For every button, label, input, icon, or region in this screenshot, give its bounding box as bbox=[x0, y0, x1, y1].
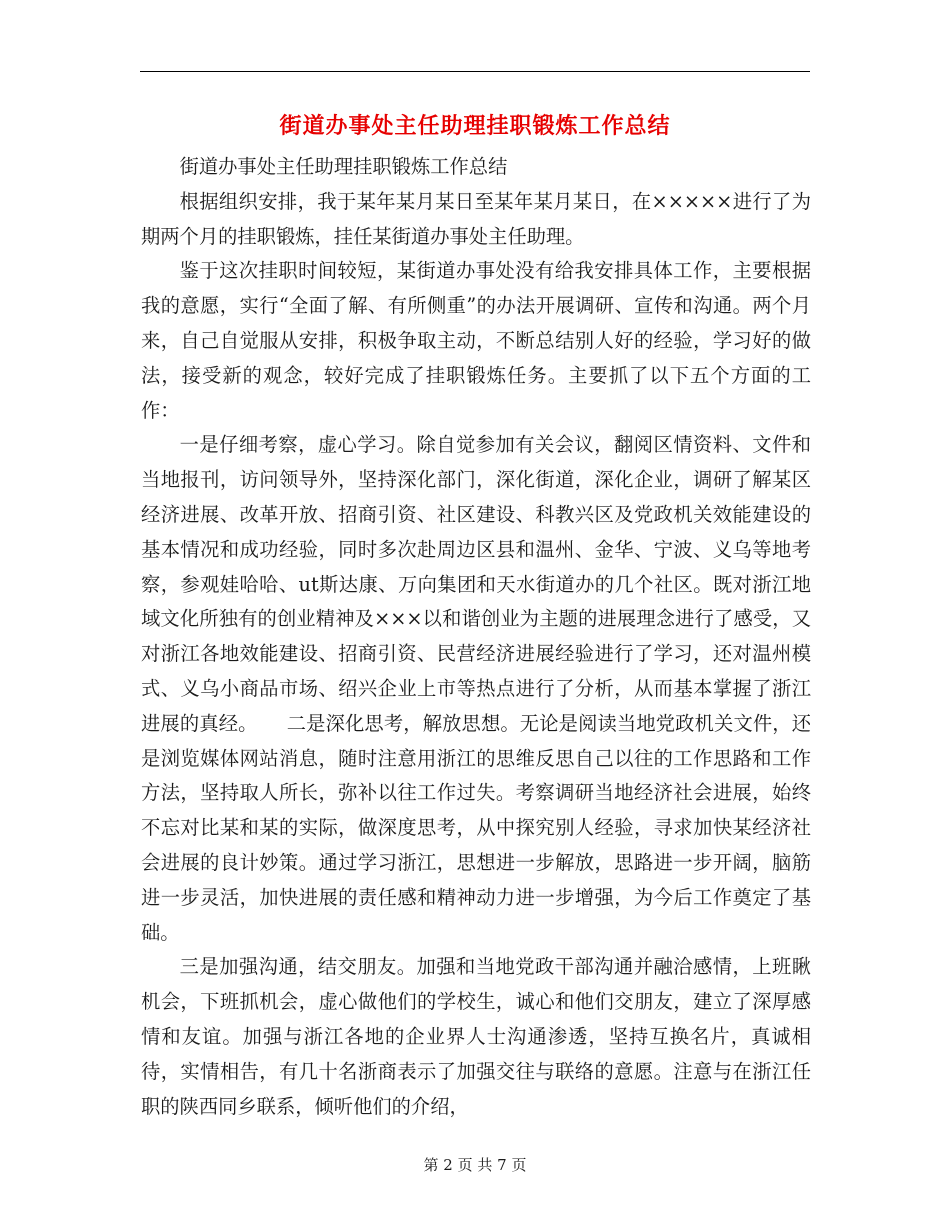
paragraph-overview: 鉴于这次挂职时间较短，某街道办事处没有给我安排具体工作，主要根据我的意愿，实行“全面了解、有所侧重”的办法开展调研、宣传和沟通。两个月来，自己自觉服从安排，积极争取主动，不断总结别人好的经验，学习好的做法，接受新的观念，较好完成了挂职锻炼任务。主要抓了以下五个方面的工作： bbox=[141, 259, 811, 422]
footer-current-page: 2 bbox=[443, 1156, 453, 1174]
document-title: 街道办事处主任助理挂职锻炼工作总结 bbox=[279, 113, 671, 139]
paragraph-point-one-two: 一是仔细考察，虚心学习。除自觉参加有关会议，翻阅区情资料、文件和当地报刊，访问领导外，坚持深化部门，深化街道，深化企业，调研了解某区经济进展、改革开放、招商引资、社区建设、科教兴区及党政机关效能建设的基本情况和成功经验，同时多次赴周边区县和温州、金华、宁波、义乌等地考察，参观娃哈哈、ut斯达康、万向集团和天水街道办的几个社区。既对浙江地域文化所独有的创业精神及×××以和谐创业为主题的进展理念进行了感受，又对浙江各地效能建设、招商引资、民营经济进展经验进行了学习，还对温州模式、义乌小商品市场、绍兴企业上市等热点进行了分析，从而基本掌握了浙江进展的真经。 二是深化思考，解放思想。无论是阅读当地党政机关文件，还是浏览媒体网站消息，随时注意用浙江的思维反思自己以往的工作思路和工作方法，坚持取人所长，弥补以往工作过失。考察调研当地经济社会进展，始终不忘对比某和某的实际，做深度思考，从中探究别人经验，寻求加快某经济社会进展的良计妙策。通过学习浙江，思想进一步解放，思路进一步开阔，脑筋进一步灵活，加快进展的责任感和精神动力进一步增强，为今后工作奠定了基础。 bbox=[141, 433, 811, 944]
document-body bbox=[141, 150, 811, 1124]
paragraph-subtitle: 街道办事处主任助理挂职锻炼工作总结 bbox=[179, 155, 508, 178]
header-rule bbox=[140, 71, 810, 72]
footer-suffix: 页 bbox=[511, 1156, 527, 1174]
page-footer bbox=[140, 1154, 810, 1176]
footer-prefix: 第 bbox=[423, 1156, 439, 1174]
paragraph-intro: 根据组织安排，我于某年某月某日至某年某月某日，在×××××进行了为期两个月的挂职锻炼，挂任某街道办事处主任助理。 bbox=[141, 189, 811, 248]
footer-middle: 页 共 bbox=[457, 1156, 493, 1174]
paragraph-point-three: 三是加强沟通，结交朋友。加强和当地党政干部沟通并融洽感情，上班瞅机会，下班抓机会，虚心做他们的学校生，诚心和他们交朋友，建立了深厚感情和友谊。加强与浙江各地的企业界人士沟通渗透，坚持互换名片，真诚相待，实情相告，有几十名浙商表示了加强交往与联络的意愿。注意与在浙江任职的陕西同乡联系，倾听他们的介绍， bbox=[141, 955, 811, 1118]
footer-total-pages: 7 bbox=[497, 1156, 507, 1174]
